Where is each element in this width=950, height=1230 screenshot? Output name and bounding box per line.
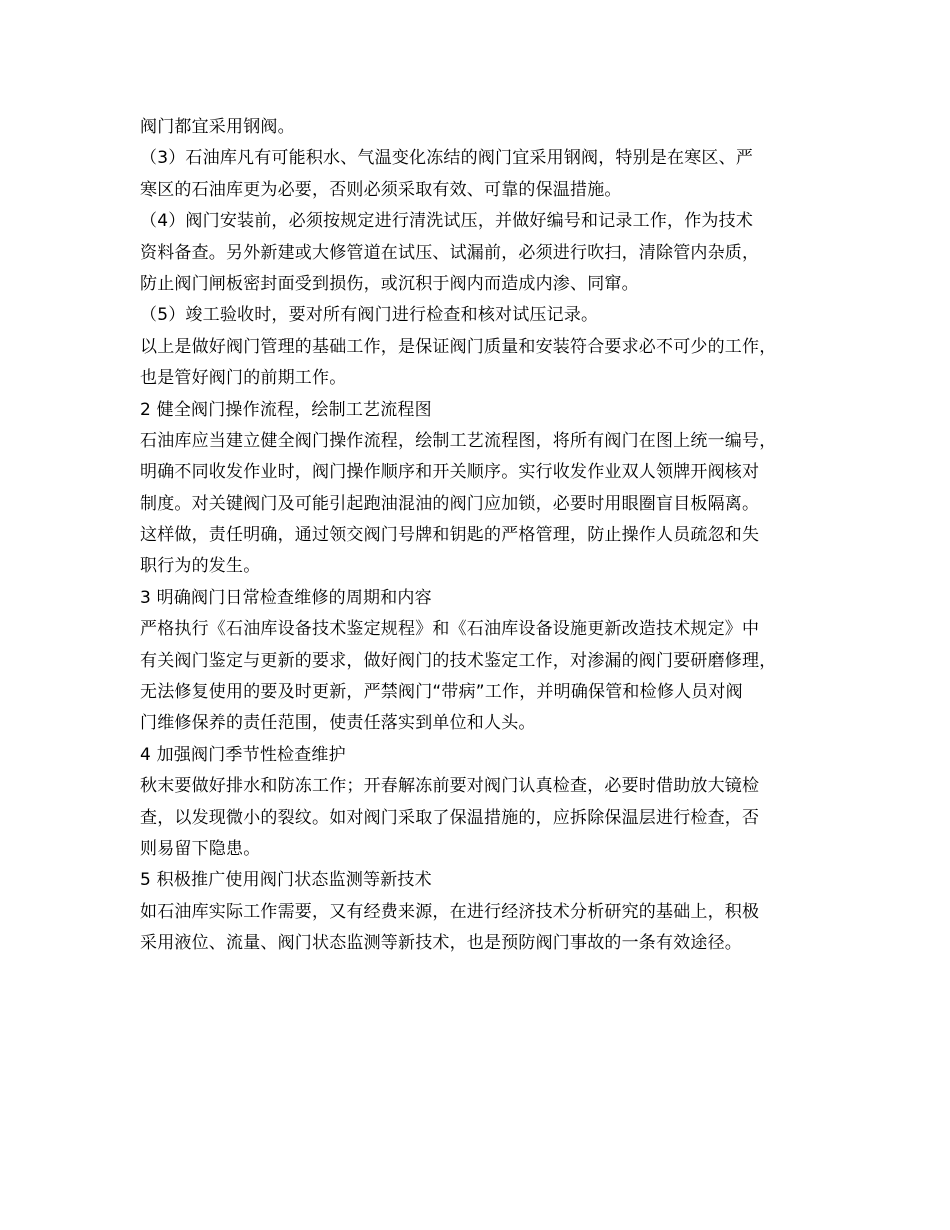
section-2-line-2: 明确不同收发作业时，阀门操作顺序和开关顺序。实行收发作业双人领牌开阀核对	[140, 462, 760, 483]
section-2-line-1: 石油库应当建立健全阀门操作流程，绘制工艺流程图，将所有阀门在图上统一编号，	[140, 430, 777, 451]
section-4-line-1: 秋末要做好排水和防冻工作；开春解冻前要对阀门认真检查，必要时借助放大镜检	[140, 776, 760, 797]
section-3-line-4: 门维修保养的责任范围，使责任落实到单位和人头。	[140, 713, 536, 734]
section-heading-3: 3 明确阀门日常检查维修的周期和内容	[140, 587, 432, 608]
list-item-5: （5）竣工验收时，要对所有阀门进行检查和核对试压记录。	[140, 305, 599, 326]
section-2-line-5: 职行为的发生。	[140, 556, 261, 577]
section-heading-2: 2 健全阀门操作流程，绘制工艺流程图	[140, 399, 432, 420]
list-item-3-line-2: 寒区的石油库更为必要，否则必须采取有效、可靠的保温措施。	[140, 179, 622, 200]
section-5-line-1: 如石油库实际工作需要，又有经费来源，在进行经济技术分析研究的基础上，积极	[140, 901, 760, 922]
list-item-4-line-1: （4）阀门安装前，必须按规定进行清洗试压，并做好编号和记录工作，作为技术	[140, 211, 754, 232]
section-2-line-4: 这样做，责任明确，通过领交阀门号牌和钥匙的严格管理，防止操作人员疏忽和失	[140, 525, 760, 546]
section-heading-5: 5 积极推广使用阀门状态监测等新技术	[140, 870, 432, 891]
section-4-line-3: 则易留下隐患。	[140, 838, 261, 859]
list-item-3-line-1: （3）石油库凡有可能积水、气温变化冻结的阀门宜采用钢阀，特别是在寒区、严	[140, 148, 754, 169]
section-4-line-2: 查，以发现微小的裂纹。如对阀门采取了保温措施的，应拆除保温层进行检查，否	[140, 807, 760, 828]
section-5-line-2: 采用液位、流量、阀门状态监测等新技术，也是预防阀门事故的一条有效途径。	[140, 933, 742, 954]
list-item-4-line-3: 防止阀门闸板密封面受到损伤，或沉积于阀内而造成内渗、同窜。	[140, 273, 639, 294]
section-3-line-3: 无法修复使用的要及时更新，严禁阀门“带病”工作，并明确保管和检修人员对阀	[140, 682, 743, 703]
section-2-line-3: 制度。对关键阀门及可能引起跑油混油的阀门应加锁，必要时用眼圈盲目板隔离。	[140, 493, 760, 514]
section-3-line-2: 有关阀门鉴定与更新的要求，做好阀门的技术鉴定工作，对渗漏的阀门要研磨修理，	[140, 650, 777, 671]
summary-line-2: 也是管好阀门的前期工作。	[140, 368, 347, 389]
list-item-4-line-2: 资料备查。另外新建或大修管道在试压、试漏前，必须进行吹扫，清除管内杂质，	[140, 242, 760, 263]
text-line: 阀门都宜采用钢阀。	[140, 117, 295, 137]
summary-line-1: 以上是做好阀门管理的基础工作，是保证阀门质量和安装符合要求必不可少的工作，	[140, 336, 777, 357]
document-body	[140, 112, 820, 960]
section-heading-4: 4 加强阀门季节性检查维护	[140, 744, 346, 765]
section-3-line-1: 严格执行《石油库设备技术鉴定规程》和《石油库设备设施更新改造技术规定》中	[140, 619, 760, 640]
